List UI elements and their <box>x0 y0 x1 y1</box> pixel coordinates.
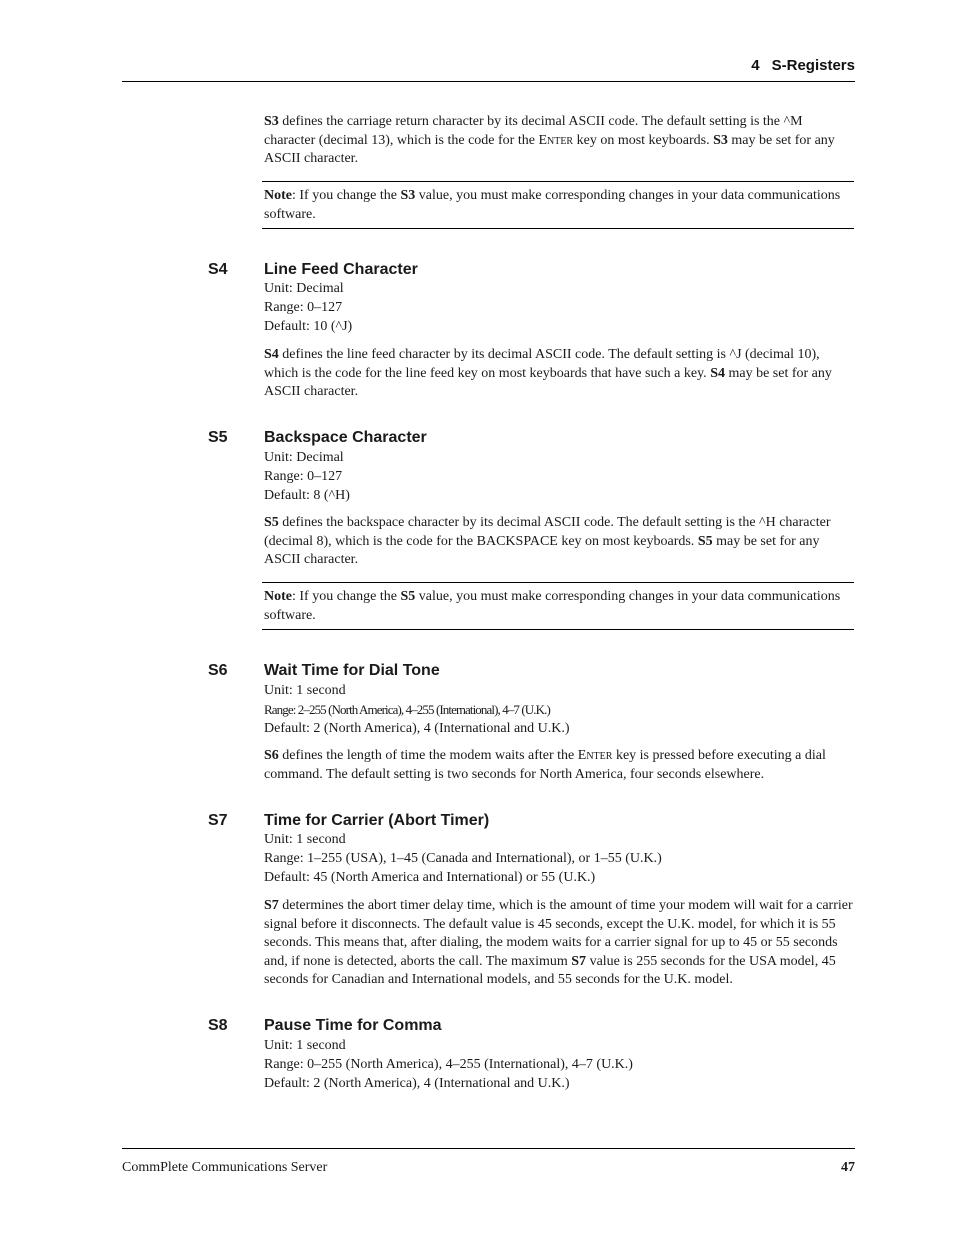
footer-rule <box>122 1148 855 1149</box>
s5-description: S5 defines the backspace character by its decimal ASCII code. The default setting is the ^H character (decimal 8), which is the code for the BACKSPACE key on most keyboards. S5 may be set for any ASCII character. <box>264 515 831 568</box>
s3-note: Note: If you change the S3 value, you must make corresponding changes in your data communications software. <box>262 181 854 229</box>
s8-title: Pause Time for Comma <box>264 1017 442 1034</box>
s6-unit: Unit: 1 second <box>264 683 346 698</box>
note-label: Note <box>264 589 292 604</box>
s7-title: Time for Carrier (Abort Timer) <box>264 812 490 829</box>
s3-lead: S3 <box>264 114 279 129</box>
s7-code: S7 <box>208 812 228 829</box>
enter-key: Enter <box>538 132 574 148</box>
s6-code: S6 <box>208 662 228 679</box>
page-footer <box>122 1148 855 1176</box>
running-head <box>122 57 855 75</box>
s4-title: Line Feed Character <box>264 261 418 278</box>
s8-range: Range: 0–255 (North America), 4–255 (International), 4–7 (U.K.) <box>264 1056 633 1072</box>
enter-key: Enter <box>577 748 613 763</box>
chapter-number: 4 <box>751 57 760 74</box>
s7-default: Default: 45 (North America and International) or 55 (U.K.) <box>264 869 596 885</box>
s4-range: Range: 0–127 <box>264 299 343 315</box>
page-number: 47 <box>841 1160 855 1175</box>
note-label: Note <box>264 188 292 203</box>
s6-description: S6 defines the length of time the modem waits after the Enter key is pressed before executing a dial command. The default setting is two seconds for North America, four seconds elsewhere. <box>264 748 826 782</box>
s6-default: Default: 2 (North America), 4 (International and U.K.) <box>264 720 570 736</box>
s6-title: Wait Time for Dial Tone <box>264 662 440 679</box>
s5-code: S5 <box>208 429 228 446</box>
s5-meta <box>264 449 350 505</box>
header-rule <box>122 81 855 82</box>
s8-meta <box>264 1037 633 1093</box>
s6-meta <box>264 682 570 738</box>
s7-meta <box>264 831 662 887</box>
s4-unit: Unit: Decimal <box>264 281 344 296</box>
s5-unit: Unit: Decimal <box>264 450 344 465</box>
s7-description: S7 determines the abort timer delay time, which is the amount of time your modem will wait for a carrier signal before it disconnects. The default value is 45 seconds, except the U.K. model, for which it is 55 seconds. This means that, after dialing, the modem waits for a carrier signal for up to 45 or 55 seconds and, if none is detected, aborts the call. The maximum S7 value is 255 seconds for the USA model, 45 seconds for Canadian and International models, and 55 seconds for the U.K. model. <box>264 898 853 988</box>
s6-range: Range: 2–255 (North America), 4–255 (International), 4–7 (U.K.) <box>264 701 550 717</box>
s5-default: Default: 8 (^H) <box>264 487 350 503</box>
s3-description: S3 defines the carriage return character by its decimal ASCII code. The default setting is the ^M character (decimal 13), which is the code for the Enter key on most keyboards. S3 may be set for any ASCII character. <box>264 114 835 167</box>
s5-title: Backspace Character <box>264 429 427 446</box>
chapter-title: S-Registers <box>771 57 855 74</box>
s8-default: Default: 2 (North America), 4 (International and U.K.) <box>264 1075 570 1091</box>
page-header <box>122 57 855 82</box>
s5-note: Note: If you change the S5 value, you must make corresponding changes in your data communications software. <box>262 582 854 630</box>
footer-product: CommPlete Communications Server <box>122 1160 328 1175</box>
s5-range: Range: 0–127 <box>264 468 343 484</box>
s4-description: S4 defines the line feed character by its decimal ASCII code. The default setting is ^J (decimal 10), which is the code for the line feed key on most keyboards that have such a key. S4 may be set for any ASCII character. <box>264 347 832 400</box>
s4-meta <box>264 280 352 336</box>
s4-default: Default: 10 (^J) <box>264 318 353 334</box>
s8-code: S8 <box>208 1017 228 1034</box>
s7-range: Range: 1–255 (USA), 1–45 (Canada and International), or 1–55 (U.K.) <box>264 850 662 866</box>
s4-code: S4 <box>208 261 228 278</box>
s8-unit: Unit: 1 second <box>264 1038 346 1053</box>
s7-unit: Unit: 1 second <box>264 832 346 847</box>
